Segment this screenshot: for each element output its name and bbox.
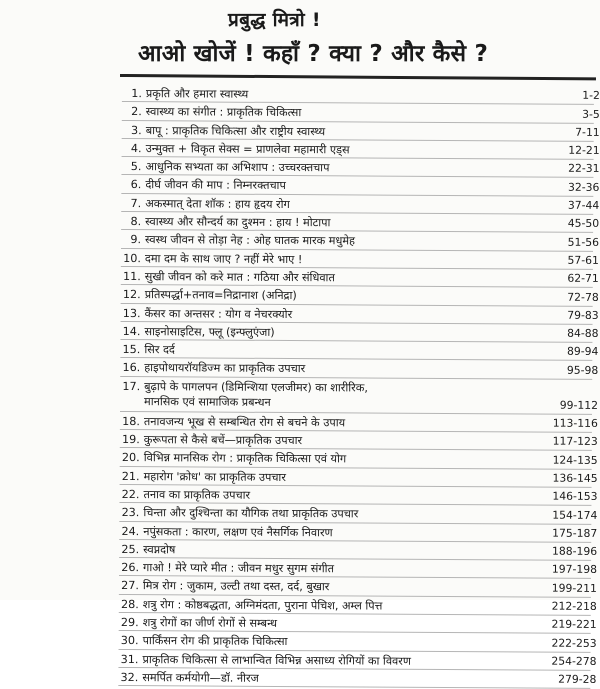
toc-entry-pages: 37-44 — [567, 198, 600, 212]
toc-entry-title — [146, 141, 486, 158]
toc-entry-pages: 188-196 — [551, 544, 598, 559]
toc-entry-title — [143, 560, 483, 577]
toc-entry-pages: 7-11 — [575, 125, 600, 139]
toc-entry-title-line: शत्रु रोग : कोष्ठबद्धता, अग्निमंदता, पुराना पेचिश, अम्ल पित्त — [142, 597, 383, 613]
toc-entry-title-line: उन्मुक्त + विकृत सेक्स = प्राणलेवा महामारी एड्स — [145, 142, 350, 157]
toc-entry-pages: 146-153 — [552, 489, 598, 504]
toc-entry-title — [145, 178, 485, 195]
toc-entry-title-line: सिर दर्द — [144, 343, 175, 357]
toc-entry-title — [143, 633, 483, 650]
toc-entry-title — [144, 432, 484, 449]
toc-entry-title — [145, 233, 485, 250]
toc-entry-title — [145, 159, 485, 176]
toc-entry-title — [143, 505, 483, 522]
toc-entry-pages: 12-21 — [568, 143, 600, 158]
toc-entry-title-line: प्राकृतिक चिकित्सा से लाभान्वित विभिन्न असाध्य रोगियों का विवरण — [142, 652, 412, 668]
toc-entry-title — [143, 487, 483, 504]
toc-entry-number: 12. — [122, 288, 141, 302]
toc-entry-title-line: स्वास्थ्य और सौन्दर्य का दुश्मन : हाय ! मोटापा — [145, 215, 331, 230]
toc-entry-pages: 1-2 — [582, 89, 600, 103]
toc-entry-title-line: शत्रु रोगों का जीर्ण रोगों से सम्बन्ध — [142, 616, 278, 630]
toc-entry-number: 22. — [121, 487, 140, 502]
toc-entry-pages: 57-61 — [567, 253, 599, 267]
toc-entry-number: 9. — [130, 233, 142, 247]
toc-entry-title — [143, 615, 483, 632]
toc-entry-title-line: स्वस्थ जीवन से तोड़ा नेह : ओह घातक मारक मधुमेह — [145, 233, 356, 248]
toc-entry — [120, 377, 599, 415]
toc-entry-pages: 79-83 — [567, 308, 599, 322]
toc-entry-number: 21. — [121, 469, 140, 483]
toc-entry-title — [145, 196, 485, 213]
toc-entry-pages: 62-71 — [567, 271, 599, 286]
toc-entry-title-line: अकस्मात् देता शॉक : हाय हृदय रोग — [145, 196, 290, 211]
toc-entry-number: 7. — [130, 196, 142, 210]
toc-entry-title — [146, 104, 486, 121]
toc-entry-number: 31. — [120, 652, 139, 666]
toc-entry-title — [142, 652, 482, 669]
toc-entry-number: 23. — [121, 506, 140, 520]
toc-entry-title-line: पार्किंसन रोग की प्राकृतिक चिकित्सा — [142, 634, 288, 649]
toc-entry-title — [144, 414, 484, 431]
toc-entry-title — [145, 306, 485, 323]
toc-entry-pages: 22-31 — [568, 162, 600, 176]
toc-entry-title-line: हाइपोथायरॉयडिज्म का प्राकृतिक उपचार — [144, 361, 306, 376]
toc-entry-pages: 124-135 — [552, 453, 598, 467]
toc-entry-title-line: तनाव का प्राकृतिक उपचार — [143, 488, 251, 502]
toc-entry-title-line: गाओ ! मेरे प्यारे मीत : जीवन मधुर सुगम संगीत — [143, 561, 335, 576]
toc-entry-pages: 51-56 — [567, 235, 600, 249]
toc-entry-title — [143, 579, 483, 596]
toc-entry-pages: 175-187 — [552, 526, 598, 540]
toc-entry-title-line: कुरूपता से कैसे बचें—प्राकृतिक उपचार — [143, 433, 303, 448]
toc-entry-number: 18. — [122, 414, 140, 428]
page-heading-line2: आओ खोजें ! कहाँ ? क्या ? और कैसे ? — [138, 41, 489, 67]
toc-entry-number: 1. — [131, 87, 142, 101]
toc-entry-number: 15. — [122, 343, 141, 357]
toc-entry-title-line: विभिन्न मानसिक रोग : प्राकृतिक चिकित्सा एवं योग — [143, 451, 347, 466]
toc-entry-pages: 99-112 — [559, 398, 599, 412]
toc-entry-pages: 89-94 — [566, 345, 599, 359]
toc-entry-number: 10. — [123, 251, 141, 265]
toc-entry-number: 29. — [120, 616, 139, 630]
toc-entry-number: 32. — [120, 670, 139, 685]
toc-entry-title — [145, 269, 485, 286]
toc-entry-pages: 199-211 — [551, 581, 597, 595]
toc-entry-pages: 219-221 — [551, 617, 597, 632]
toc-entry-title — [144, 450, 484, 467]
toc-entry-title — [143, 597, 483, 614]
toc-entry-number: 20. — [121, 451, 140, 465]
toc-entry-title-line: दीर्घ जीवन की माप : निम्नरक्तचाप — [145, 178, 286, 193]
toc-entry-title-line: महारोग 'क्रोध' का प्राकृतिक उपचार — [143, 469, 286, 484]
toc-entry-number: 28. — [120, 597, 139, 611]
toc-entry-pages: 95-98 — [566, 363, 599, 377]
toc-entry-pages: 117-123 — [552, 434, 598, 449]
toc-entry-pages: 197-198 — [551, 563, 598, 577]
page-heading-line1: प्रबुद्ध मित्रो ! — [228, 9, 321, 31]
toc-entry-number: 16. — [122, 361, 141, 375]
toc-entry-number: 30. — [120, 634, 139, 648]
toc-entry-number: 26. — [121, 561, 140, 575]
toc-entry-pages: 113-116 — [552, 416, 598, 430]
toc-entry-title — [144, 379, 484, 411]
toc-entry-pages: 254-278 — [551, 654, 597, 668]
toc-entry-number: 3. — [130, 123, 142, 137]
toc-entry-pages: 154-174 — [552, 508, 598, 522]
toc-entry-pages: 136-145 — [552, 471, 598, 485]
toc-entry-number: 19. — [121, 433, 140, 447]
toc-entry-title — [144, 361, 484, 378]
toc-entry-title-line: नपुंसकता : कारण, लक्षण एवं नैसर्गिक निवारण — [143, 524, 333, 539]
toc-entry-title-line: दमा दम के साथ जाए ? नहीं मेरे भाए ! — [144, 251, 303, 266]
table-of-contents — [118, 84, 600, 689]
toc-entry-title — [143, 542, 483, 559]
toc-entry-title-line: सुखी जीवन को करे मात : गठिया और संधिवात — [144, 270, 335, 285]
toc-entry-pages: 3-5 — [582, 107, 600, 121]
toc-entry-title-line: मित्र रोग : जुकाम, उल्टी तथा दस्त, दर्द, बुखार — [142, 579, 330, 594]
toc-entry-number: 14. — [122, 324, 141, 338]
toc-entry-pages: 45-50 — [567, 217, 600, 231]
toc-entry-number: 2. — [131, 105, 142, 119]
toc-entry-title — [145, 214, 485, 231]
toc-entry-title — [143, 524, 483, 541]
toc-entry-title-line: कैंसर का अन्तसर : योग व नेचरक्योर — [144, 306, 293, 321]
toc-entry-title-line: स्वास्थ्य का संगीत : प्राकृतिक चिकित्सा — [145, 105, 302, 120]
toc-entry-pages: 212-218 — [551, 599, 597, 613]
toc-entry-number: 4. — [130, 141, 142, 156]
toc-entry-title-line: बापू : प्राकृतिक चिकित्सा और राष्ट्रीय स्वास्थ्य — [145, 123, 326, 138]
toc-entry-pages: 222-253 — [551, 636, 597, 650]
toc-entry-number: 11. — [122, 269, 141, 284]
toc-entry-number: 27. — [121, 579, 139, 593]
toc-entry-title-line: प्रतिस्पर्द्धा+तनाव=निद्रानाश (अनिद्रा) — [144, 288, 297, 303]
toc-entry-number: 6. — [130, 178, 142, 192]
toc-entry-number: 13. — [122, 306, 141, 320]
toc-entry-number: 8. — [130, 215, 142, 229]
toc-entry-title — [145, 251, 485, 268]
toc-entry-title-line: आधुनिक सभ्यता का अभिशाप : उच्चरक्तचाप — [145, 160, 330, 175]
toc-entry-pages: 72-78 — [567, 290, 599, 304]
toc-entry-title-line: समर्पित कर्मयोगी—डॉ. नीरज — [142, 671, 259, 685]
toc-entry-title-line: चिन्ता और दुश्चिन्ता का यौगिक तथा प्राकृतिक उपचार — [143, 506, 359, 521]
toc-entry-number: 24. — [121, 524, 140, 538]
toc-entry-title-line: साइनोसाइटिस, फ्लू (इन्फ्लुएंजा) — [144, 325, 275, 339]
toc-entry-title-line: बुढ़ापे के पागलपन (डिमिन्शिया एलजीमर) का शारीरिक, — [144, 379, 368, 395]
toc-entry-title — [144, 469, 484, 486]
toc-entry-number: 25. — [121, 542, 140, 556]
toc-entry-title-line: प्रकृति और हमारा स्वास्थ्य — [145, 87, 249, 101]
toc-entry-title-line: तनावजन्य भूख से सम्बन्धित रोग से बचने के उपाय — [143, 414, 346, 430]
toc-entry-title-line: स्वप्नदोष — [143, 542, 176, 557]
toc-entry-title — [144, 342, 484, 359]
toc-entry-title-line: मानसिक एवं सामाजिक प्रबन्धन — [144, 394, 271, 409]
toc-entry-title — [144, 324, 484, 341]
toc-entry-title — [145, 287, 485, 304]
toc-entry-pages: 32-36 — [567, 180, 600, 194]
toc-entry-title — [146, 86, 486, 103]
toc-entry-number: 17. — [122, 379, 141, 393]
toc-entry — [118, 668, 597, 689]
toc-entry-pages: 279-28 — [558, 672, 597, 687]
toc-entry-title — [146, 123, 486, 140]
toc-entry-title — [142, 670, 482, 687]
toc-entry-pages: 84-88 — [567, 326, 599, 341]
toc-entry-number: 5. — [130, 160, 142, 174]
heading-divider — [120, 74, 596, 80]
